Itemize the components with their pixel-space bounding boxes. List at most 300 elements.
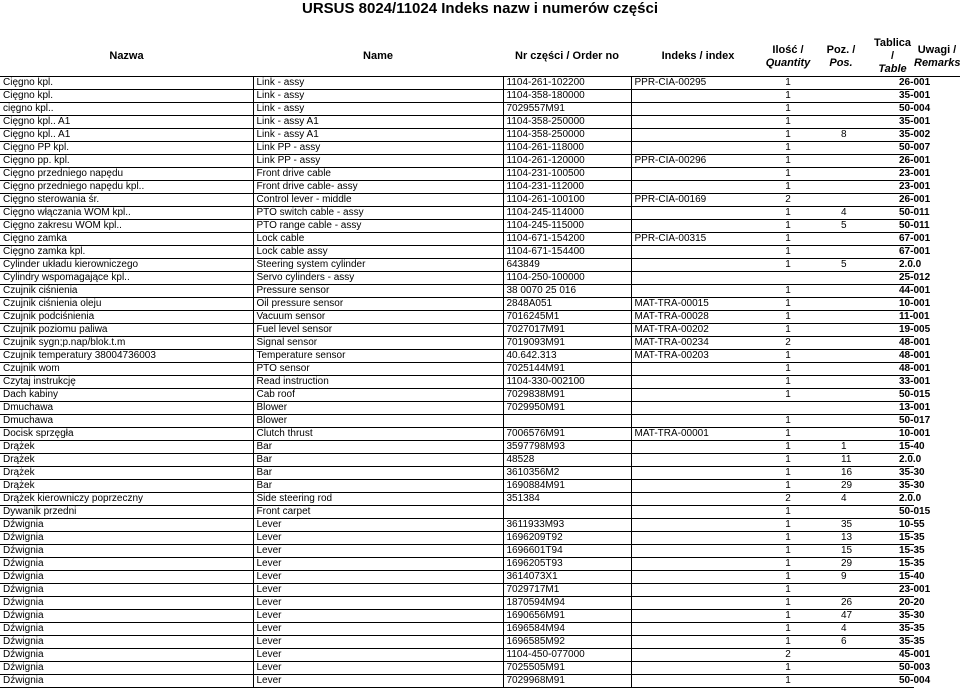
cell-table: 50-015 [871,389,914,402]
cell-description: Lever [253,519,503,532]
cell-description: Lever [253,545,503,558]
header-part-no: Nr części / Order no [503,37,631,77]
table-row [0,454,960,467]
table-row [0,584,960,597]
cell-position: 9 [811,571,871,584]
cell-part-no: 1104-671-154400 [503,246,631,259]
table-row [0,402,960,415]
cell-position: 13 [811,532,871,545]
cell-quantity: 1 [765,480,811,493]
cell-position [811,506,871,519]
cell-description: Temperature sensor [253,350,503,363]
cell-index [631,285,765,298]
cell-part-no: 1104-245-114000 [503,207,631,220]
cell-table: 35-001 [871,116,914,129]
cell-part-no: 1104-231-112000 [503,181,631,194]
cell-description: Vacuum sensor [253,311,503,324]
cell-part-no: 3611933M93 [503,519,631,532]
cell-index [631,90,765,103]
cell-position [811,376,871,389]
cell-description: Lever [253,532,503,545]
cell-position [811,194,871,207]
cell-index [631,493,765,506]
cell-part-no: 7025505M91 [503,662,631,675]
cell-part-no: 1104-261-118000 [503,142,631,155]
cell-index [631,389,765,402]
cell-position [811,272,871,285]
cell-description: Signal sensor [253,337,503,350]
cell-part-no: 1104-261-102200 [503,77,631,90]
cell-part-no: 7027017M91 [503,324,631,337]
cell-position [811,142,871,155]
cell-index: MAT-TRA-00203 [631,350,765,363]
cell-name: Dmuchawa [0,415,253,428]
table-row [0,571,960,584]
cell-part-no: 1870594M94 [503,597,631,610]
table-row [0,207,960,220]
cell-index [631,545,765,558]
header-table: Tablica / Table [871,37,914,77]
cell-index [631,441,765,454]
cell-table: 50-011 [871,207,914,220]
cell-index [631,636,765,649]
table-row [0,77,960,90]
table-row [0,129,960,142]
cell-description: Servo cylinders - assy [253,272,503,285]
cell-description: Link - assy [253,103,503,116]
document-title: URSUS 8024/11024 Indeks nazw i numerów części [301,0,658,17]
table-row [0,428,960,441]
cell-name: Drążek kierowniczy poprzeczny [0,493,253,506]
cell-position: 47 [811,610,871,623]
cell-quantity: 1 [765,246,811,259]
cell-quantity: 1 [765,298,811,311]
cell-position: 16 [811,467,871,480]
cell-part-no: 1104-450-077000 [503,649,631,662]
cell-part-no: 1104-358-250000 [503,129,631,142]
cell-table: 19-005 [871,324,914,337]
cell-description: Lock cable [253,233,503,246]
header-quantity: Ilość / Quantity [765,37,811,77]
cell-quantity: 1 [765,116,811,129]
table-row [0,597,960,610]
cell-index [631,103,765,116]
cell-quantity: 1 [765,363,811,376]
parts-index-table [0,37,960,688]
cell-table: 44-001 [871,285,914,298]
cell-table: 50-015 [871,506,914,519]
cell-quantity: 1 [765,77,811,90]
cell-quantity: 1 [765,428,811,441]
cell-index [631,415,765,428]
cell-name: Cylindry wspomagające kpl.. [0,272,253,285]
table-row [0,194,960,207]
cell-table: 33-001 [871,376,914,389]
cell-quantity [765,272,811,285]
cell-position: 4 [811,623,871,636]
cell-position: 5 [811,220,871,233]
cell-part-no: 1690656M91 [503,610,631,623]
cell-quantity: 1 [765,636,811,649]
cell-part-no: 1104-261-120000 [503,155,631,168]
cell-name: Dźwignia [0,558,253,571]
cell-part-no [503,506,631,519]
cell-quantity: 1 [765,441,811,454]
cell-part-no: 3614073X1 [503,571,631,584]
cell-position [811,584,871,597]
cell-part-no: 351384 [503,493,631,506]
cell-index [631,571,765,584]
cell-position: 35 [811,519,871,532]
cell-description: Lever [253,636,503,649]
header-remarks: Uwagi / Remarks [914,37,960,77]
cell-position: 6 [811,636,871,649]
cell-description: Link - assy A1 [253,116,503,129]
cell-part-no: 1104-231-100500 [503,168,631,181]
cell-name: Czujnik temperatury 38004736003 [0,350,253,363]
cell-part-no: 2848A051 [503,298,631,311]
table-row [0,480,960,493]
cell-description: Side steering rod [253,493,503,506]
cell-description: Lever [253,584,503,597]
cell-table: 2.0.0 [871,493,914,506]
cell-quantity: 2 [765,194,811,207]
table-row [0,636,960,649]
cell-name: Dywanik przedni [0,506,253,519]
cell-quantity: 1 [765,155,811,168]
cell-table: 35-35 [871,636,914,649]
cell-description: Front drive cable- assy [253,181,503,194]
cell-description: Lever [253,649,503,662]
cell-table: 25-012 [871,272,914,285]
cell-quantity: 1 [765,454,811,467]
cell-index [631,259,765,272]
cell-description: PTO range cable - assy [253,220,503,233]
cell-part-no: 7029968M91 [503,675,631,688]
cell-table: 23-001 [871,584,914,597]
cell-quantity: 1 [765,415,811,428]
cell-name: Cięgno zamka kpl. [0,246,253,259]
cell-quantity: 1 [765,675,811,688]
cell-index [631,142,765,155]
cell-quantity: 1 [765,389,811,402]
cell-index [631,376,765,389]
cell-description: Lever [253,597,503,610]
cell-description: PTO sensor [253,363,503,376]
cell-position [811,181,871,194]
cell-part-no: 7016245M1 [503,311,631,324]
cell-part-no: 7006576M91 [503,428,631,441]
table-row [0,168,960,181]
cell-table: 15-40 [871,571,914,584]
cell-part-no: 643849 [503,259,631,272]
cell-name: Drążek [0,480,253,493]
cell-quantity: 1 [765,467,811,480]
cell-position [811,168,871,181]
cell-name: Cięgno PP kpl. [0,142,253,155]
cell-description: Lever [253,662,503,675]
cell-quantity: 2 [765,337,811,350]
cell-part-no: 1104-671-154200 [503,233,631,246]
cell-description: Bar [253,441,503,454]
cell-index [631,272,765,285]
cell-table: 20-20 [871,597,914,610]
cell-part-no: 1696585M92 [503,636,631,649]
cell-table: 23-001 [871,168,914,181]
table-row [0,155,960,168]
cell-table: 2.0.0 [871,259,914,272]
cell-quantity: 1 [765,142,811,155]
cell-quantity: 1 [765,207,811,220]
table-row [0,493,960,506]
cell-quantity: 1 [765,220,811,233]
cell-index [631,558,765,571]
cell-position [811,285,871,298]
cell-index [631,675,765,688]
cell-part-no: 7029717M1 [503,584,631,597]
cell-part-no: 1696209T92 [503,532,631,545]
cell-quantity: 1 [765,506,811,519]
cell-description: Lever [253,610,503,623]
cell-quantity: 1 [765,259,811,272]
cell-table: 35-30 [871,480,914,493]
cell-quantity: 1 [765,285,811,298]
cell-quantity: 1 [765,181,811,194]
cell-position: 5 [811,259,871,272]
cell-name: Cięgno kpl. [0,77,253,90]
cell-table: 67-001 [871,246,914,259]
cell-position [811,311,871,324]
cell-position: 11 [811,454,871,467]
table-row [0,467,960,480]
cell-description: Pressure sensor [253,285,503,298]
cell-description: Link PP - assy [253,155,503,168]
cell-position: 15 [811,545,871,558]
cell-part-no: 1104-250-100000 [503,272,631,285]
cell-index [631,597,765,610]
cell-description: PTO switch cable - assy [253,207,503,220]
cell-name: Czytaj instrukcję [0,376,253,389]
cell-description: Oil pressure sensor [253,298,503,311]
table-row [0,324,960,337]
cell-position [811,246,871,259]
cell-table: 67-001 [871,233,914,246]
cell-name: Czujnik sygn;p.nap/blok.t.m [0,337,253,350]
cell-name: Cylinder układu kierowniczego [0,259,253,272]
cell-position [811,155,871,168]
table-row [0,623,960,636]
cell-name: Cięgno przedniego napędu [0,168,253,181]
cell-description: Lever [253,675,503,688]
cell-index [631,220,765,233]
cell-name: Dźwignia [0,584,253,597]
cell-name: Czujnik podciśnienia [0,311,253,324]
cell-table: 45-001 [871,649,914,662]
table-row [0,363,960,376]
cell-index [631,181,765,194]
cell-table: 50-007 [871,142,914,155]
table-row [0,506,960,519]
cell-index [631,129,765,142]
header-name: Nazwa [0,37,253,77]
cell-quantity: 2 [765,649,811,662]
cell-position: 29 [811,558,871,571]
table-row [0,519,960,532]
cell-description: Bar [253,454,503,467]
cell-name: Dźwignia [0,545,253,558]
cell-description: Read instruction [253,376,503,389]
cell-table: 10-55 [871,519,914,532]
cell-name: Cięgno zakresu WOM kpl.. [0,220,253,233]
cell-index [631,116,765,129]
cell-part-no: 1696205T93 [503,558,631,571]
cell-part-no: 3597798M93 [503,441,631,454]
cell-name: Cięgno kpl. [0,90,253,103]
header-position: Poz. / Pos. [811,37,871,77]
cell-description: Link PP - assy [253,142,503,155]
cell-table: 10-001 [871,428,914,441]
cell-part-no: 1104-358-250000 [503,116,631,129]
cell-part-no: 7019093M91 [503,337,631,350]
cell-description: Clutch thrust [253,428,503,441]
cell-index [631,402,765,415]
cell-quantity: 1 [765,545,811,558]
cell-position [811,649,871,662]
cell-table: 35-002 [871,129,914,142]
cell-name: Drążek [0,454,253,467]
table-body [0,77,960,688]
cell-part-no: 1104-261-100100 [503,194,631,207]
table-row [0,389,960,402]
cell-name: Dźwignia [0,519,253,532]
cell-index [631,649,765,662]
cell-index [631,506,765,519]
cell-name: Dźwignia [0,649,253,662]
table-row [0,272,960,285]
table-row [0,376,960,389]
cell-name: Drążek [0,467,253,480]
cell-quantity: 1 [765,532,811,545]
table-row [0,311,960,324]
cell-position [811,389,871,402]
cell-description: Steering system cylinder [253,259,503,272]
cell-name: Dźwignia [0,662,253,675]
cell-quantity: 2 [765,493,811,506]
table-row [0,220,960,233]
cell-quantity: 1 [765,129,811,142]
cell-name: cięgno kpl.. [0,103,253,116]
cell-quantity: 1 [765,376,811,389]
table-row [0,350,960,363]
cell-index: MAT-TRA-00202 [631,324,765,337]
cell-name: Cięgno kpl.. A1 [0,129,253,142]
table-row [0,662,960,675]
cell-description: Control lever - middle [253,194,503,207]
table-row [0,337,960,350]
table-row [0,103,960,116]
cell-name: Cięgno przedniego napędu kpl.. [0,181,253,194]
cell-part-no [503,415,631,428]
cell-table: 26-001 [871,194,914,207]
cell-part-no: 38 0070 25 016 [503,285,631,298]
cell-table: 10-001 [871,298,914,311]
cell-position: 4 [811,493,871,506]
cell-index: PPR-CIA-00295 [631,77,765,90]
cell-name: Dach kabiny [0,389,253,402]
cell-part-no: 7029950M91 [503,402,631,415]
cell-name: Czujnik ciśnienia oleju [0,298,253,311]
cell-quantity: 1 [765,623,811,636]
cell-part-no: 1104-245-115000 [503,220,631,233]
cell-index: MAT-TRA-00234 [631,337,765,350]
cell-table: 13-001 [871,402,914,415]
cell-quantity [765,402,811,415]
cell-table: 48-001 [871,350,914,363]
cell-name: Czujnik ciśnienia [0,285,253,298]
cell-index [631,584,765,597]
cell-position [811,415,871,428]
table-row [0,532,960,545]
cell-position [811,675,871,688]
cell-name: Czujnik wom [0,363,253,376]
cell-description: Bar [253,467,503,480]
cell-description: Fuel level sensor [253,324,503,337]
cell-part-no: 1104-358-180000 [503,90,631,103]
cell-index [631,480,765,493]
cell-name: Cięgno włączania WOM kpl.. [0,207,253,220]
cell-position [811,116,871,129]
cell-table: 48-001 [871,363,914,376]
cell-quantity: 1 [765,558,811,571]
cell-part-no: 1690884M91 [503,480,631,493]
table-row [0,415,960,428]
cell-quantity: 1 [765,168,811,181]
cell-part-no: 7029557M91 [503,103,631,116]
cell-position [811,428,871,441]
cell-index [631,168,765,181]
cell-position: 4 [811,207,871,220]
cell-description: Link - assy [253,77,503,90]
cell-part-no: 40.642.313 [503,350,631,363]
cell-part-no: 7029838M91 [503,389,631,402]
cell-quantity: 1 [765,662,811,675]
cell-part-no: 1696601T94 [503,545,631,558]
cell-index [631,519,765,532]
cell-index: MAT-TRA-00001 [631,428,765,441]
cell-quantity: 1 [765,350,811,363]
cell-index: MAT-TRA-00015 [631,298,765,311]
cell-name: Czujnik poziomu paliwa [0,324,253,337]
cell-table: 15-35 [871,558,914,571]
table-row [0,441,960,454]
cell-table: 23-001 [871,181,914,194]
cell-table: 35-30 [871,610,914,623]
cell-name: Docisk sprzęgła [0,428,253,441]
cell-position: 29 [811,480,871,493]
cell-position: 8 [811,129,871,142]
cell-quantity: 1 [765,311,811,324]
cell-table: 26-001 [871,77,914,90]
cell-name: Dźwignia [0,532,253,545]
table-row [0,675,960,688]
cell-description: Front carpet [253,506,503,519]
cell-name: Cięgno pp. kpl. [0,155,253,168]
cell-description: Blower [253,402,503,415]
cell-name: Cięgno zamka [0,233,253,246]
cell-description: Front drive cable [253,168,503,181]
cell-table: 50-011 [871,220,914,233]
table-row [0,610,960,623]
